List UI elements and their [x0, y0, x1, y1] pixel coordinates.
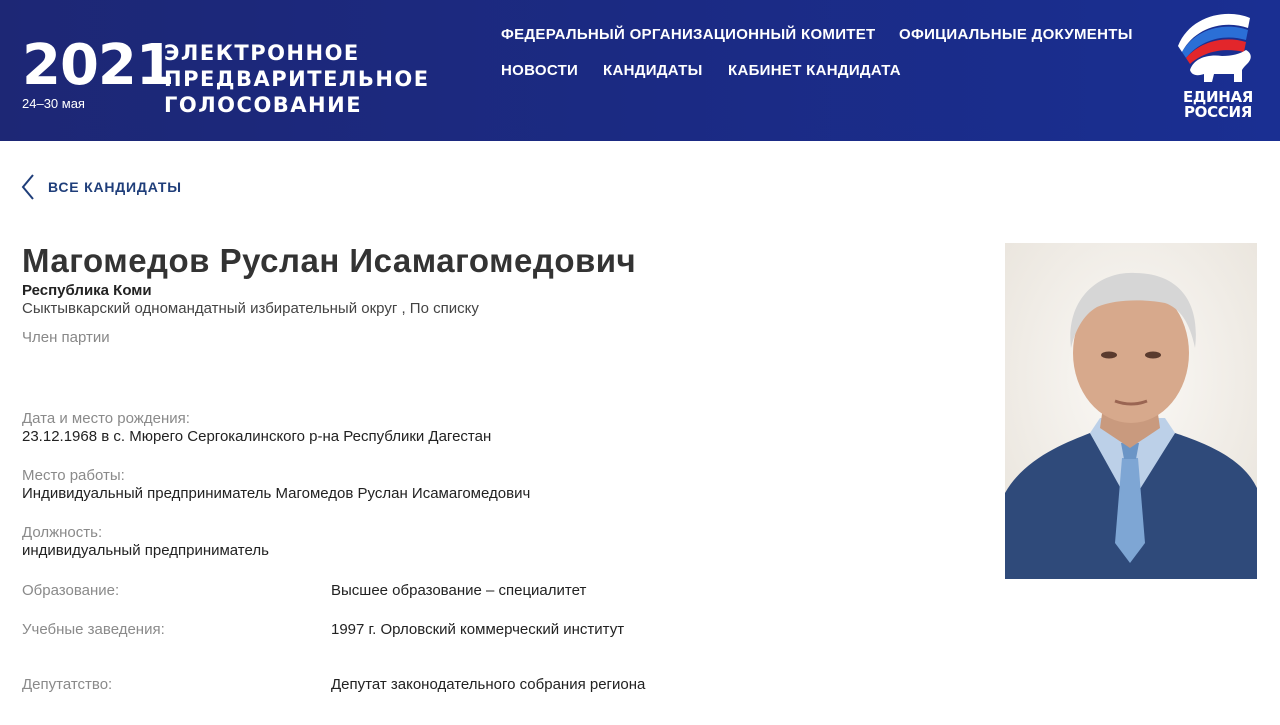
nav-link-candidates[interactable]: КАНДИДАТЫ — [603, 62, 703, 79]
bear-flag-icon — [1168, 8, 1268, 88]
brand-year: 2021 — [22, 33, 174, 98]
nav-link-official-documents[interactable]: ОФИЦИАЛЬНЫЕ ДОКУМЕНТЫ — [899, 26, 1133, 43]
nav-link-news[interactable]: НОВОСТИ — [501, 62, 579, 79]
position-label: Должность: — [22, 524, 103, 541]
brand-title — [164, 40, 430, 118]
logo-text: РОССИЯ — [1183, 103, 1253, 121]
brand-title-line: ЭЛЕКТРОННОЕ — [164, 41, 360, 65]
work-label: Место работы: — [22, 467, 125, 484]
candidate-district: Сыктывкарский одномандатный избирательный округ , По списку — [22, 300, 479, 317]
nav-link-candidate-cabinet[interactable]: КАБИНЕТ КАНДИДАТА — [728, 62, 901, 79]
back-link-label: ВСЕ КАНДИДАТЫ — [48, 179, 182, 195]
chevron-left-icon — [20, 173, 36, 201]
institutions-value: 1997 г. Орловский коммерческий институт — [331, 621, 625, 638]
candidate-name: Магомедов Руслан Исамагомедович — [22, 242, 637, 279]
candidate-region: Республика Коми — [22, 282, 152, 299]
candidate-photo — [1005, 243, 1257, 579]
education-label: Образование: — [22, 582, 120, 599]
position-value: индивидуальный предприниматель — [22, 542, 269, 559]
brand-title-line: ПРЕДВАРИТЕЛЬНОЕ — [164, 67, 430, 91]
back-to-candidates-link[interactable] — [20, 172, 182, 202]
nav-link-federal-committee[interactable]: ФЕДЕРАЛЬНЫЙ ОРГАНИЗАЦИОННЫЙ КОМИТЕТ — [501, 26, 876, 43]
birth-label: Дата и место рождения: — [22, 410, 190, 427]
logo-text: ЕДИНАЯ — [1182, 88, 1254, 106]
birth-value: 23.12.1968 в с. Мюрего Сергокалинского р-на Республики Дагестан — [22, 428, 492, 445]
deputy-value: Депутат законодательного собрания региона — [331, 676, 646, 693]
institutions-label: Учебные заведения: — [22, 621, 165, 638]
education-value: Высшее образование – специалитет — [331, 582, 587, 599]
deputy-label: Депутатство: — [22, 676, 113, 693]
party-membership: Член партии — [22, 329, 110, 346]
work-value: Индивидуальный предприниматель Магомедов Руслан Исамагомедович — [22, 485, 531, 502]
brand-title-line: ГОЛОСОВАНИЕ — [164, 93, 363, 117]
brand-dates: 24–30 мая — [22, 96, 85, 111]
site-header — [0, 0, 1280, 141]
party-logo[interactable] — [1168, 8, 1268, 133]
